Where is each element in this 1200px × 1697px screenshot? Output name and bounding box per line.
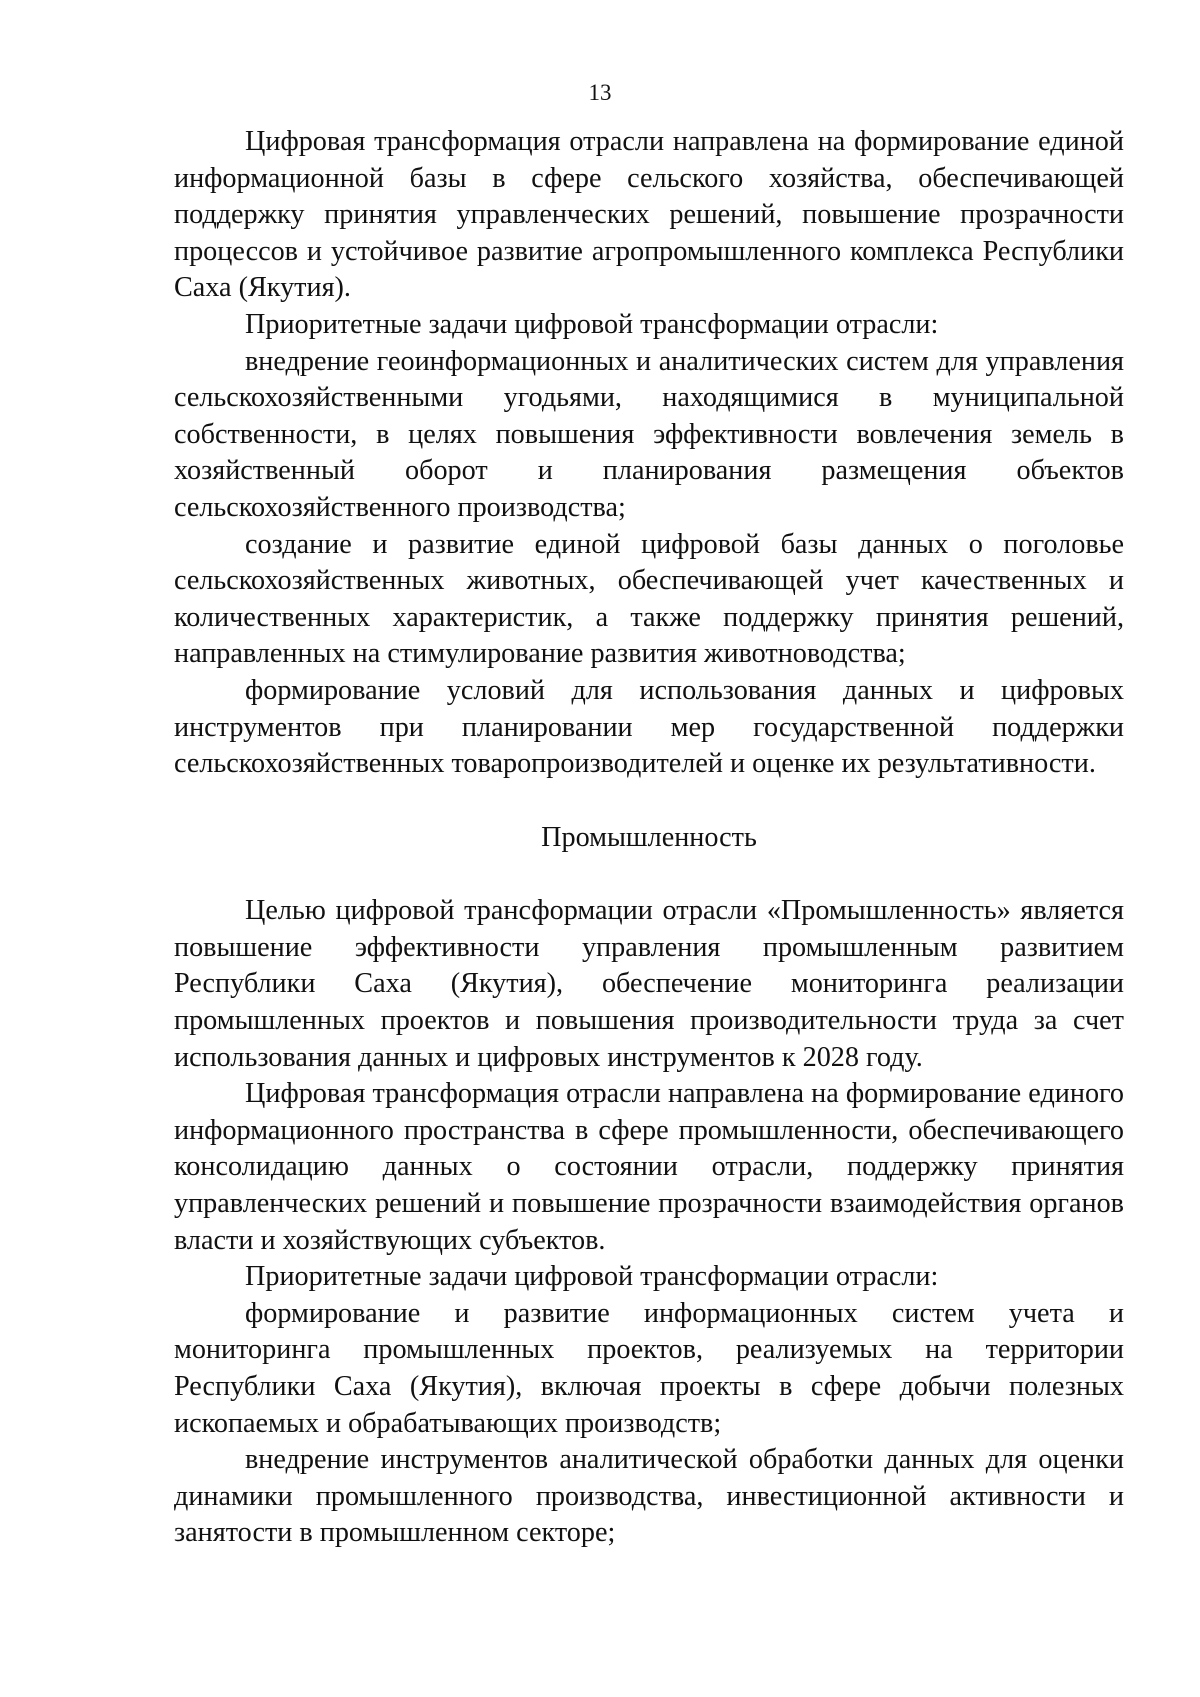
agriculture-task-item: создание и развитие единой цифровой базы данных о поголовье сельскохозяйственных животных, обеспечивающей учет качественных и количественных характеристик, а также поддержку принятия решений, направленных на стимулирование развития животноводства; [174, 528, 1124, 670]
section-heading-industry: Промышленность [541, 821, 757, 853]
industry-task-item: внедрение инструментов аналитической обработки данных для оценки динамики промышленного производства, инвестиционной активности и занятости в промышленном секторе; [174, 1444, 1124, 1549]
industry-paragraph-direction: Цифровая трансформация отрасли направлена на формирование единого информационного пространства в сфере промышленности, обеспечивающего консолидацию данных о состоянии отрасли, поддержку принятия управленческих решений и повышение прозрачности взаимодействия органов власти и хозяйствующих субъектов. [174, 1078, 1124, 1256]
industry-tasks-intro: Приоритетные задачи цифровой трансформации отрасли: [245, 1261, 939, 1293]
agriculture-paragraph-goal: Цифровая трансформация отрасли направлена на формирование единой информационной базы в сфере сельского хозяйства, обеспечивающей поддержку принятия управленческих решений, повышение прозрачности процессов и устойчивое развитие агропромышленного комплекса Республики Саха (Якутия). [174, 126, 1124, 304]
document-body [174, 124, 1124, 1552]
agriculture-tasks-intro: Приоритетные задачи цифровой трансформации отрасли: [245, 308, 939, 340]
industry-task-item: формирование и развитие информационных систем учета и мониторинга промышленных проектов, реализуемых на территории Республики Саха (Якутия), включая проекты в сфере добычи полезных ископаемых и обрабатывающих производств; [174, 1297, 1124, 1439]
agriculture-task-item: формирование условий для использования данных и цифровых инструментов при планировании мер государственной поддержки сельскохозяйственных товаропроизводителей и оценке их результативности. [174, 674, 1124, 780]
agriculture-task-item: внедрение геоинформационных и аналитических систем для управления сельскохозяйственными угодьями, находящимися в муниципальной собственности, в целях повышения эффективности вовлечения земель в хозяйственный оборот и планирования размещения объектов сельскохозяйственного производства; [174, 345, 1124, 523]
page-number: 13 [588, 80, 612, 105]
industry-paragraph-goal: Целью цифровой трансформации отрасли «Промышленность» является повышение эффективности управления промышленным развитием Республики Саха (Якутия), обеспечение мониторинга реализации промышленных проектов и повышения производительности труда за счет использования данных и цифровых инструментов к 2028 году. [174, 895, 1124, 1073]
